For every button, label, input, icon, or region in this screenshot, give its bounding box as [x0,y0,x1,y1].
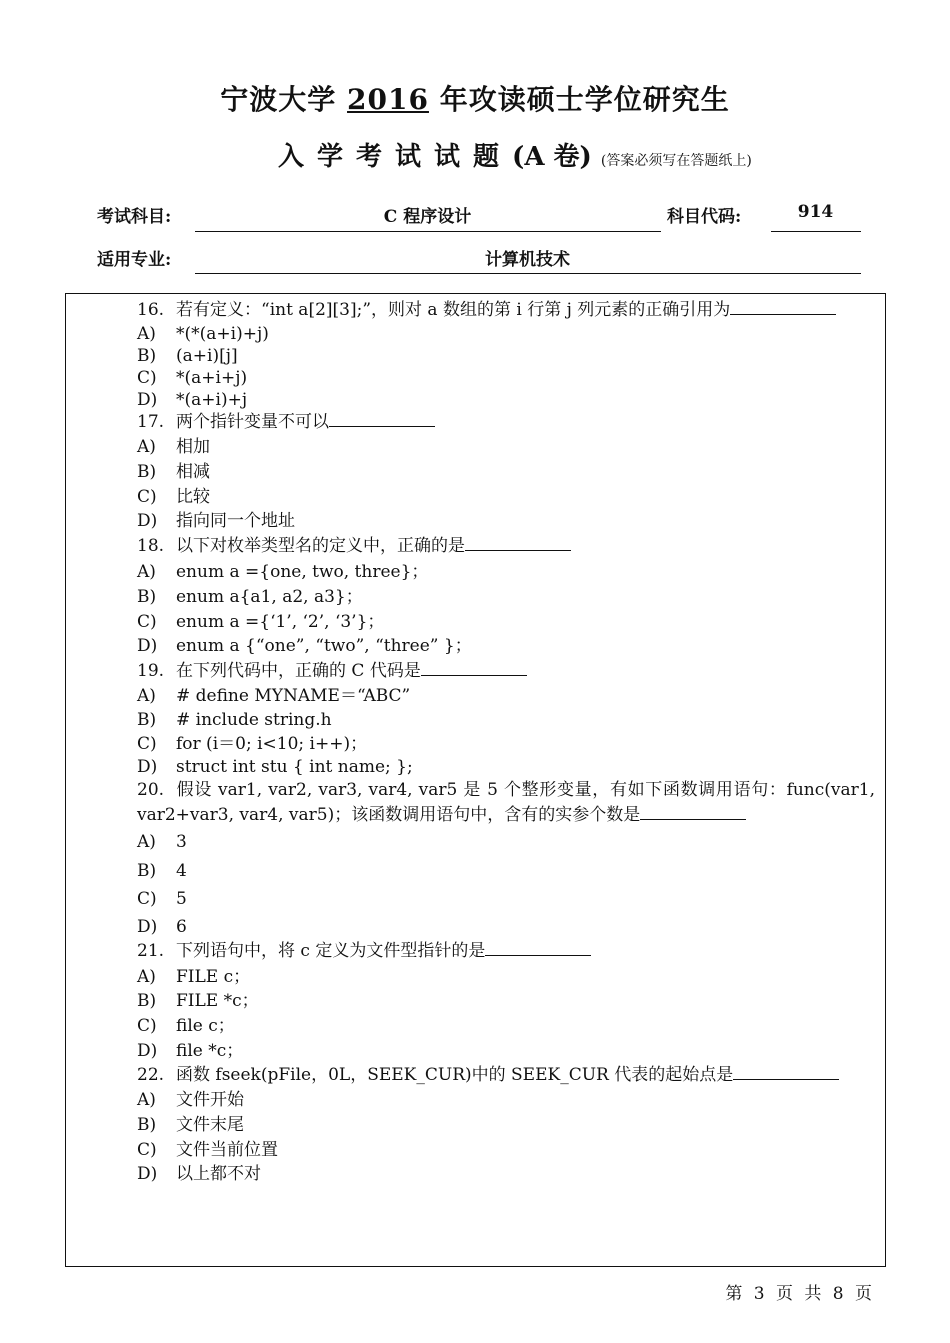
option: C) for (i＝0; i<10; i++)； [137,734,368,754]
question-21: 21. 下列语句中，将 c 定义为文件型指针的是 [137,940,591,962]
option: D) 以上都不对 [137,1164,261,1184]
option: C) file c； [137,1016,235,1036]
option: B) (a+i)[j] [137,346,238,366]
option: C) 5 [137,889,187,909]
option: C) enum a ={‘1’, ‘2’, ‘3’}； [137,612,385,632]
major-value: 计算机技术 [485,250,570,270]
option: B) 4 [137,861,187,881]
option: A) 文件开始 [137,1090,244,1110]
option: D) 6 [137,917,187,937]
question-20: 20. 假设 var1, var2, var3, var4, var5 是 5 个整形变量，有如下函数调用语句：func(var1, var2+var3, var4, var5)；该函数调用语句中，含有的实参个数是 [137,780,875,825]
exam-title-line2 [278,136,752,173]
option: A) FILE c； [137,967,251,987]
page-number: 第 3 页 共 8 页 [725,1284,872,1304]
option: D) enum a {“one”, “two”, “three” }； [137,636,472,656]
exam-title: 入学考试试题 [278,142,513,172]
answer-blank [733,1065,839,1080]
option: B) FILE *c； [137,991,259,1011]
option: B) # include string.h [137,710,332,730]
option: A) # define MYNAME＝“ABC” [137,686,411,706]
question-18: 18. 以下对枚举类型名的定义中，正确的是 [137,535,571,557]
code-label: 科目代码: [667,207,742,227]
answer-blank [640,805,746,820]
title-prefix: 宁波大学 [220,83,348,116]
answer-blank [465,536,571,551]
option: B) enum a{a1, a2, a3}； [137,587,363,607]
exam-year: 2016 [347,83,429,116]
option: B) 文件末尾 [137,1115,244,1135]
subject-value: C 程序设计 [383,207,472,227]
option: A) enum a ={one, two, three}； [137,562,429,582]
major-label: 适用专业: [97,250,172,270]
option: C) *(a+i+j) [137,368,248,388]
option: D) 指向同一个地址 [137,511,295,531]
major-underline [195,273,861,274]
paper-version: (A 卷) [512,142,592,172]
answer-blank [421,661,527,676]
question-22: 22. 函数 fseek(pFile，0L，SEEK_CUR)中的 SEEK_CUR 代表的起始点是 [137,1064,839,1086]
answer-blank [730,300,836,315]
subject-label: 考试科目: [97,207,172,227]
code-underline [771,231,861,232]
subject-underline [195,231,661,232]
option: D) struct int stu { int name; }; [137,757,413,777]
option: D) *(a+i)+j [137,390,248,410]
question-16: 16. 若有定义：“int a[2][3];”，则对 a 数组的第 i 行第 j 列元素的正确引用为 [137,299,836,321]
option: C) 文件当前位置 [137,1140,278,1160]
answer-blank [485,941,591,956]
question-17: 17. 两个指针变量不可以 [137,411,435,433]
answer-blank [329,412,435,427]
answer-note: (答案必须写在答题纸上) [600,153,752,169]
option: A) *(*(a+i)+j) [137,324,269,344]
title-suffix: 年攻读硕士学位研究生 [428,83,730,116]
question-19: 19. 在下列代码中，正确的 C 代码是 [137,660,527,682]
option: A) 3 [137,832,187,852]
option: D) file *c； [137,1041,244,1061]
code-value: 914 [797,202,834,222]
option: A) 相加 [137,437,210,457]
exam-title-line1 [0,78,950,118]
option: B) 相减 [137,462,210,482]
option: C) 比较 [137,487,210,507]
